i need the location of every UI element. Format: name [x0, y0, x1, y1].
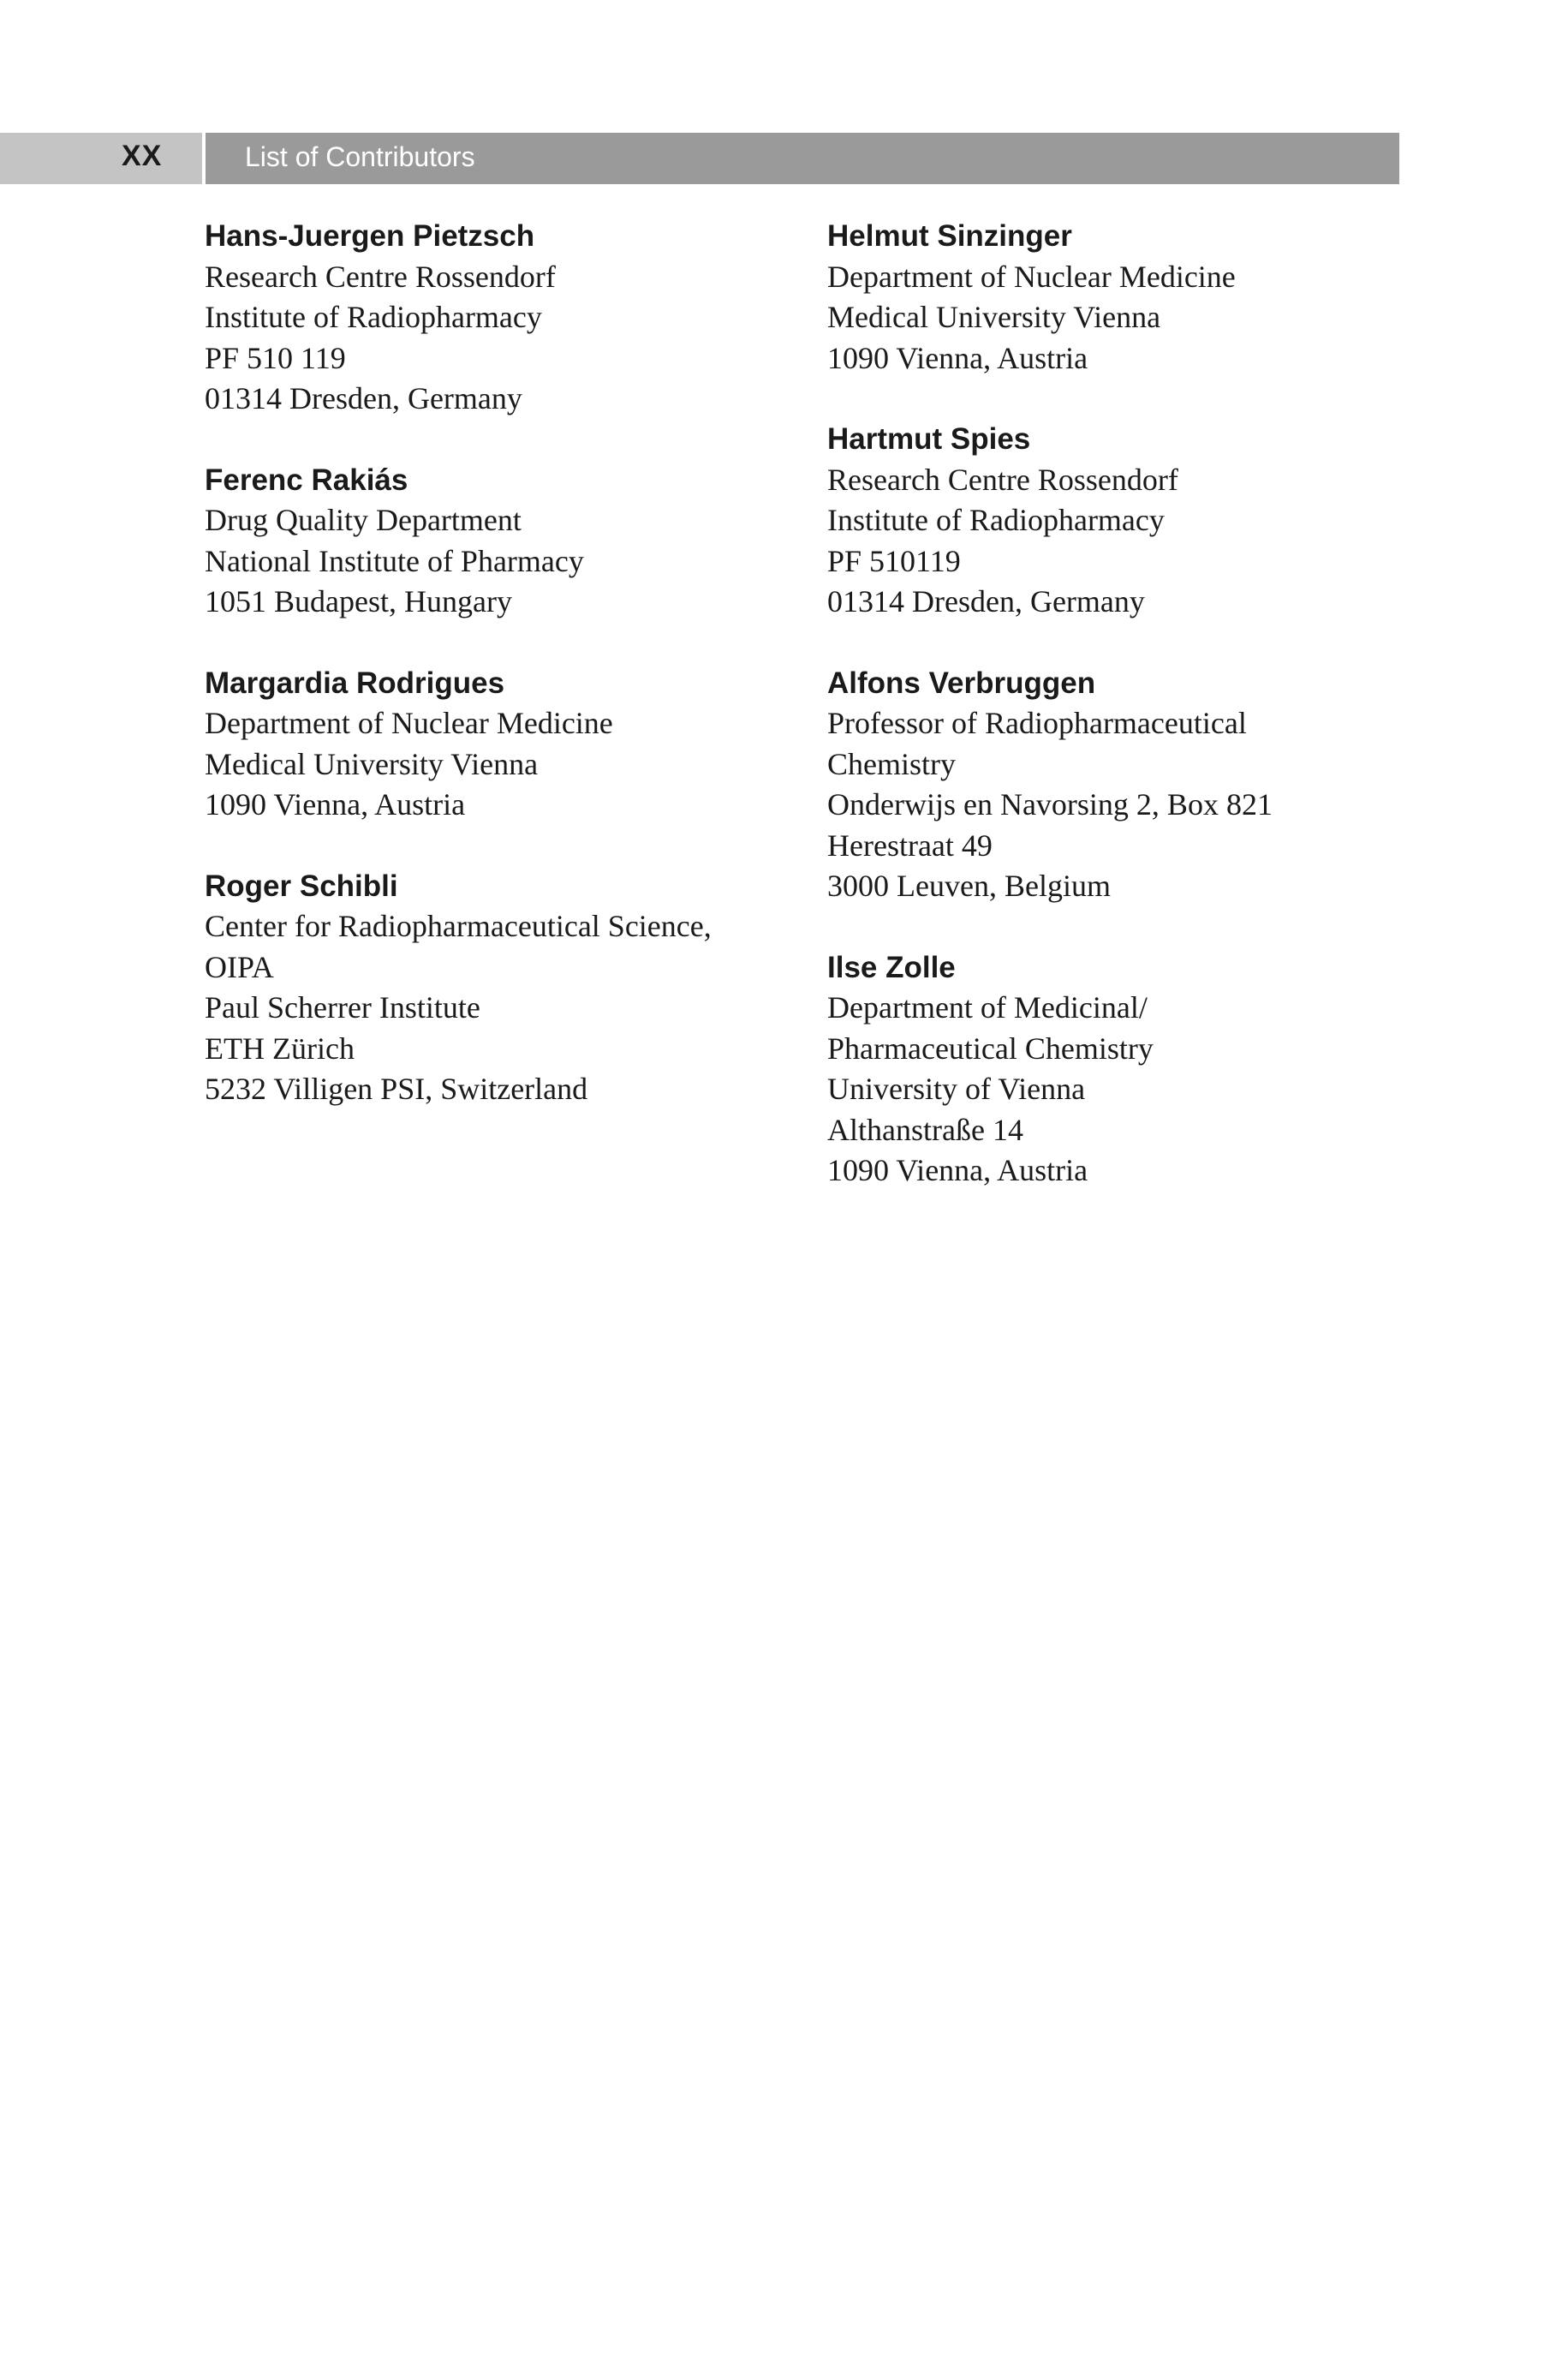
- contributor-address-line: PF 510 119: [205, 340, 346, 375]
- contributor-address-line: 01314 Dresden, Germany: [827, 584, 1145, 618]
- page-number-box: [0, 133, 202, 184]
- contributor-address-line: Department of Nuclear Medicine: [827, 259, 1236, 294]
- contributor-address-line: Institute of Radiopharmacy: [827, 503, 1165, 537]
- contributor-address-line: 3000 Leuven, Belgium: [827, 869, 1111, 903]
- contributor-address-line: Onderwijs en Navorsing 2, Box 821: [827, 787, 1273, 822]
- contributor-address-line: 5232 Villigen PSI, Switzerland: [205, 1072, 588, 1106]
- contributor-entry: [205, 216, 821, 420]
- contributor-name: Ferenc Rakiás: [205, 463, 408, 497]
- contributor-address-line: 1051 Budapest, Hungary: [205, 584, 512, 618]
- contributor-entry: [827, 419, 1444, 623]
- contributor-address-line: Center for Radiopharmaceutical Science,: [205, 909, 712, 943]
- contributor-address-line: Pharmaceutical Chemistry: [827, 1031, 1154, 1066]
- contributor-address-line: Chemistry: [827, 746, 956, 781]
- contributor-address-line: Research Centre Rossendorf: [827, 462, 1178, 497]
- contributor-address-line: Medical University Vienna: [205, 746, 539, 781]
- contributor-address-line: Medical University Vienna: [827, 300, 1161, 334]
- contributor-name: Alfons Verbruggen: [827, 666, 1096, 700]
- running-header: [0, 133, 1399, 184]
- contributor-address-line: 1090 Vienna, Austria: [827, 1153, 1088, 1187]
- contributor-address-line: National Institute of Pharmacy: [205, 543, 584, 578]
- contributor-name: Helmut Sinzinger: [827, 219, 1072, 253]
- contributor-address-line: Paul Scherrer Institute: [205, 990, 480, 1025]
- contributor-entry: [827, 216, 1444, 379]
- contributor-address-line: 1090 Vienna, Austria: [205, 787, 466, 822]
- page-number: XX: [122, 140, 163, 172]
- contributor-name: Margardia Rodrigues: [205, 666, 505, 700]
- contributor-name: Ilse Zolle: [827, 950, 956, 984]
- contributor-address-line: PF 510119: [827, 543, 961, 578]
- contributor-address-line: ETH Zürich: [205, 1031, 355, 1066]
- section-title: List of Contributors: [245, 141, 475, 172]
- contributor-name: Hans-Juergen Pietzsch: [205, 219, 535, 253]
- contributor-address-line: 01314 Dresden, Germany: [205, 381, 522, 415]
- contributor-entry: [205, 460, 821, 623]
- contributor-address-line: 1090 Vienna, Austria: [827, 340, 1088, 375]
- contributor-address-line: Institute of Radiopharmacy: [205, 300, 542, 334]
- contributor-address-line: OIPA: [205, 949, 274, 984]
- contributor-address-line: Drug Quality Department: [205, 503, 522, 537]
- contributor-address-line: Professor of Radiopharmaceutical: [827, 706, 1247, 740]
- contributor-name: Hartmut Spies: [827, 422, 1031, 456]
- contributor-address-line: Herestraat 49: [827, 828, 993, 863]
- right-contributor-column: [827, 216, 1444, 1232]
- contributor-address-line: University of Vienna: [827, 1072, 1086, 1106]
- contributor-entry: [827, 663, 1444, 907]
- left-contributor-column: [205, 216, 821, 1150]
- contributor-entry: [205, 866, 821, 1110]
- contributor-address-line: Althanstraße 14: [827, 1112, 1023, 1147]
- contributor-address-line: Research Centre Rossendorf: [205, 259, 556, 294]
- contributor-address-line: Department of Medicinal/: [827, 990, 1148, 1025]
- contributor-entry: [205, 663, 821, 826]
- contributor-address-line: Department of Nuclear Medicine: [205, 706, 613, 740]
- contributor-entry: [827, 947, 1444, 1192]
- contributor-name: Roger Schibli: [205, 869, 398, 903]
